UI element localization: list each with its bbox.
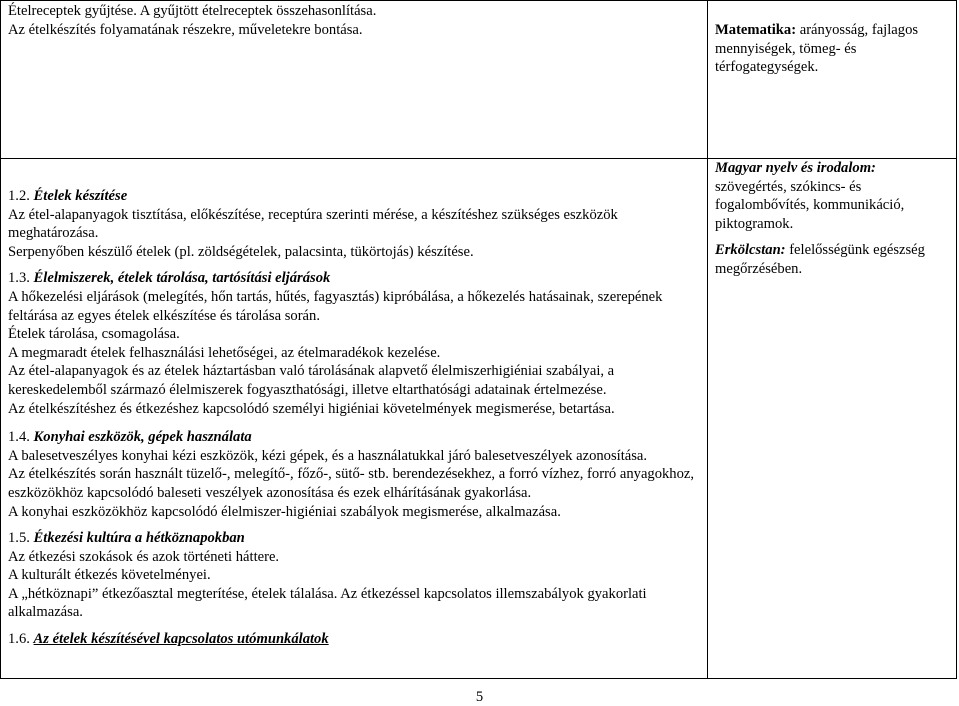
table-row [1,1,957,159]
connection-text: szövegértés, szókincs- és fogalombővítés, kommunikáció, piktogramok. [715,178,905,232]
text-line: A balesetveszélyes konyhai kézi eszközök, kézi gépek, és a használatukkal járó balesetveszélyek azonosítása. [8,447,648,464]
section-title: Élelmiszerek, ételek tárolása, tartósítási eljárások [33,270,331,287]
text-line: A megmaradt ételek felhasználási lehetőségei, az ételmaradékok kezelése. [8,344,441,361]
page-number: 5 [475,689,484,705]
text-line: Az étkezési szokások és azok történeti háttere. [8,548,280,565]
text-line: A hőkezelési eljárások (melegítés, hőn tartás, hűtés, fagyasztás) kipróbálása, a hőkezelés hatásainak, szerepének feltárása az egyes ételek elkészítése és tárolása során. [8,288,663,324]
text-line: Ételreceptek gyűjtése. A gyűjtött ételreceptek összehasonlítása. [8,3,377,19]
section-heading [8,187,707,206]
connection-text: arányosság, fajlagos mennyiségek, tömeg- és térfogategységek. [715,22,919,76]
text-line: Az ételkészítés során használt tüzelő-, melegítő-, főző-, sütő- stb. berendezésekhez, a forró vízhez, forró anyagokhoz, eszközökhöz kapcsolódó baleseti veszélyek azonosítása és ezek elhárításának gyakorlása. [8,466,695,501]
section-number: 1.5. [8,530,30,547]
section-heading [8,269,707,288]
connections-cell-main [708,159,957,679]
table-row [1,159,957,679]
section-heading [8,630,707,649]
connection-text: felelősségünk egészség megőrzésében. [715,242,925,277]
text-line: A „hétköznapi” étkezőasztal megterítése, ételek tálalása. Az étkezéssel kapcsolatos illemszabályok gyakorlati alkalmazása. [8,585,647,621]
connections-cell-top [708,1,957,159]
section-title: Konyhai eszközök, gépek használata [33,429,252,446]
activities-cell-top [1,1,708,159]
connection-label: Magyar nyelv és irodalom: [715,160,876,176]
section-title: Étkezési kultúra a hétköznapokban [33,530,245,547]
text-line: A kulturált étkezés követelményei. [8,567,211,584]
text-line: Az ételkészítés folyamatának részekre, műveletekre bontása. [8,21,363,38]
text-line: Ételek tárolása, csomagolása. [8,326,180,343]
text-line: A konyhai eszközökhöz kapcsolódó élelmiszer-higiéniai szabályok megismerése, alkalmazása. [8,503,561,520]
section-number: 1.2. [8,188,30,204]
section-heading [8,428,707,447]
section-number: 1.6. [8,631,30,648]
section-heading [8,529,707,548]
section-number: 1.3. [8,270,30,287]
text-line: Serpenyőben készülő ételek (pl. zöldségételek, palacsinta, tükörtojás) készítése. [8,243,474,260]
section-title: Az ételek készítésével kapcsolatos utómunkálatok [33,631,329,648]
section-number: 1.4. [8,429,30,446]
connection-label: Erkölcstan: [715,242,786,259]
text-line: Az étel-alapanyagok és az ételek háztartásban való tárolásának alapvető élelmiszerhigiéniai szabályai, a kereskedelemből származó élelmiszerek fogyaszthatósági, illetve eltarthatósági adatainak értelmezése. [8,363,615,398]
section-title: Ételek készítése [33,188,128,204]
text-line: Az ételkészítéshez és étkezéshez kapcsolódó személyi higiéniai követelmények megismerése, betartása. [8,400,615,417]
connection-ethics [715,241,952,278]
activities-cell-main [1,159,708,679]
text-line: Az étel-alapanyagok tisztítása, előkészítése, receptúra szerinti mérése, a készítéshez szükséges eszközök meghatározása. [8,206,618,242]
connection-label: Matematika: [715,22,797,38]
connection-math [715,21,952,77]
